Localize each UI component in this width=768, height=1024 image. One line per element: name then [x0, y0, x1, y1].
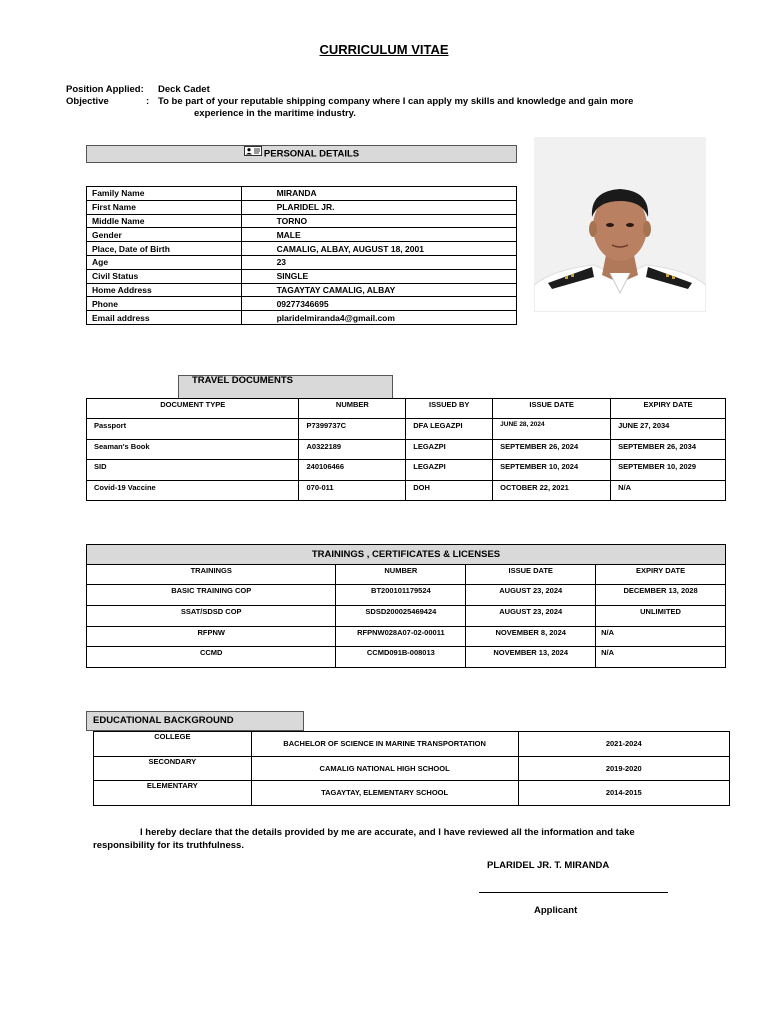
- field-label: Phone: [87, 297, 242, 311]
- table-row: [87, 605, 726, 626]
- field-value: MIRANDA: [241, 187, 516, 201]
- table-cell: CAMALIG NATIONAL HIGH SCHOOL: [251, 756, 518, 781]
- objective-label: Objective: [66, 96, 109, 107]
- page-title: CURRICULUM VITAE: [319, 42, 449, 57]
- field-label: Middle Name: [87, 214, 242, 228]
- field-value: TAGAYTAY CAMALIG, ALBAY: [241, 283, 516, 297]
- table-row: [87, 255, 517, 269]
- table-cell: JUNE 28, 2024: [493, 419, 611, 440]
- table-cell: OCTOBER 22, 2021: [493, 480, 611, 501]
- objective-colon: :: [146, 96, 150, 107]
- declaration-line-2: responsibility for its truthfulness.: [93, 840, 244, 851]
- table-row: [87, 200, 517, 214]
- table-cell: SDSD200025469424: [336, 605, 466, 626]
- travel-documents-heading: TRAVEL DOCUMENTS: [178, 375, 393, 399]
- table-row: [87, 585, 726, 606]
- table-row: [87, 297, 517, 311]
- table-cell: BT200101179524: [336, 585, 466, 606]
- signatory-name: PLARIDEL JR. T. MIRANDA: [487, 860, 610, 871]
- travel-documents-table: [86, 398, 726, 501]
- table-header-row: [87, 399, 726, 419]
- column-header: TRAININGS: [87, 565, 336, 585]
- table-cell: 2014-2015: [518, 781, 729, 806]
- column-header: NUMBER: [299, 399, 406, 419]
- column-header: ISSUE DATE: [493, 399, 611, 419]
- table-cell: SEPTEMBER 10, 2024: [493, 460, 611, 481]
- id-card-icon: [244, 146, 262, 162]
- table-cell: DOH: [406, 480, 493, 501]
- table-cell: 2019-2020: [518, 756, 729, 781]
- field-label: Place, Date of Birth: [87, 242, 242, 256]
- table-cell: AUGUST 23, 2024: [466, 585, 596, 606]
- table-cell: SEPTEMBER 26, 2034: [611, 439, 726, 460]
- personal-details-table: [86, 186, 517, 325]
- table-cell: N/A: [596, 626, 726, 647]
- table-cell: A0322189: [299, 439, 406, 460]
- table-row: [87, 626, 726, 647]
- table-row: [87, 419, 726, 440]
- objective-line-2: experience in the maritime industry.: [194, 108, 356, 119]
- table-row: [87, 460, 726, 481]
- field-label: Email address: [87, 311, 242, 325]
- table-cell: SEPTEMBER 10, 2029: [611, 460, 726, 481]
- table-row: [87, 439, 726, 460]
- table-cell: AUGUST 23, 2024: [466, 605, 596, 626]
- trainings-table: [86, 544, 726, 668]
- declaration-line-1: I hereby declare that the details provided by me are accurate, and I have reviewed all the information and take: [140, 827, 635, 838]
- field-label: Civil Status: [87, 269, 242, 283]
- table-cell: LEGAZPI: [406, 460, 493, 481]
- table-cell: JUNE 27, 2034: [611, 419, 726, 440]
- table-cell: SSAT/SDSD COP: [87, 605, 336, 626]
- table-cell: DFA LEGAZPI: [406, 419, 493, 440]
- table-row: [87, 242, 517, 256]
- table-cell: UNLIMITED: [596, 605, 726, 626]
- table-cell: P7399737C: [299, 419, 406, 440]
- table-cell: 2021-2024: [518, 732, 729, 757]
- education-table: [93, 731, 730, 806]
- signature-line: [479, 892, 668, 893]
- table-cell: 070-011: [299, 480, 406, 501]
- table-cell: N/A: [611, 480, 726, 501]
- table-cell: SEPTEMBER 26, 2024: [493, 439, 611, 460]
- column-header: EXPIRY DATE: [611, 399, 726, 419]
- field-label: Gender: [87, 228, 242, 242]
- table-cell: CCMD: [87, 647, 336, 668]
- table-row: [87, 480, 726, 501]
- table-cell: COLLEGE: [94, 732, 252, 757]
- field-value: CAMALIG, ALBAY, AUGUST 18, 2001: [241, 242, 516, 256]
- column-header: NUMBER: [336, 565, 466, 585]
- column-header: ISSUE DATE: [466, 565, 596, 585]
- field-value: SINGLE: [241, 269, 516, 283]
- objective-line-1: To be part of your reputable shipping company where I can apply my skills and knowledge and gain more: [158, 96, 634, 107]
- column-header: EXPIRY DATE: [596, 565, 726, 585]
- table-row: [87, 283, 517, 297]
- table-cell: DECEMBER 13, 2028: [596, 585, 726, 606]
- table-row: [87, 311, 517, 325]
- table-cell: NOVEMBER 8, 2024: [466, 626, 596, 647]
- field-value: TORNO: [241, 214, 516, 228]
- table-cell: RFPNW028A07-02-00011: [336, 626, 466, 647]
- applicant-photo: [534, 137, 706, 312]
- field-value: plaridelmiranda4@gmail.com: [241, 311, 516, 325]
- field-value: 09277346695: [241, 297, 516, 311]
- position-value: Deck Cadet: [158, 84, 210, 95]
- table-row: [87, 647, 726, 668]
- education-heading: EDUCATIONAL BACKGROUND: [86, 711, 304, 731]
- signatory-role: Applicant: [534, 905, 578, 916]
- table-row: [87, 187, 517, 201]
- field-label: Family Name: [87, 187, 242, 201]
- table-cell: CCMD091B-008013: [336, 647, 466, 668]
- column-header: ISSUED BY: [406, 399, 493, 419]
- table-row: [94, 732, 730, 757]
- personal-details-title: PERSONAL DETAILS: [263, 148, 360, 160]
- table-cell: SECONDARY: [94, 756, 252, 781]
- personal-details-heading: [86, 145, 517, 163]
- column-header: DOCUMENT TYPE: [87, 399, 299, 419]
- table-row: [94, 781, 730, 806]
- field-value: MALE: [241, 228, 516, 242]
- position-label: Position Applied:: [66, 84, 144, 95]
- field-value: PLARIDEL JR.: [241, 200, 516, 214]
- field-label: First Name: [87, 200, 242, 214]
- table-cell: RFPNW: [87, 626, 336, 647]
- field-label: Age: [87, 255, 242, 269]
- table-row: [87, 269, 517, 283]
- table-header-row: [87, 565, 726, 585]
- table-cell: NOVEMBER 13, 2024: [466, 647, 596, 668]
- trainings-heading: TRAININGS , CERTIFICATES & LICENSES: [87, 545, 726, 565]
- table-cell: BASIC TRAINING COP: [87, 585, 336, 606]
- table-cell: LEGAZPI: [406, 439, 493, 460]
- table-row: [94, 756, 730, 781]
- table-row: [87, 228, 517, 242]
- table-cell: 240106466: [299, 460, 406, 481]
- table-row: [87, 214, 517, 228]
- table-cell: Passport: [87, 419, 299, 440]
- table-cell: Covid-19 Vaccine: [87, 480, 299, 501]
- table-cell: Seaman's Book: [87, 439, 299, 460]
- field-value: 23: [241, 255, 516, 269]
- table-cell: TAGAYTAY, ELEMENTARY SCHOOL: [251, 781, 518, 806]
- table-cell: BACHELOR OF SCIENCE IN MARINE TRANSPORTATION: [251, 732, 518, 757]
- table-cell: SID: [87, 460, 299, 481]
- field-label: Home Address: [87, 283, 242, 297]
- table-cell: N/A: [596, 647, 726, 668]
- table-cell: ELEMENTARY: [94, 781, 252, 806]
